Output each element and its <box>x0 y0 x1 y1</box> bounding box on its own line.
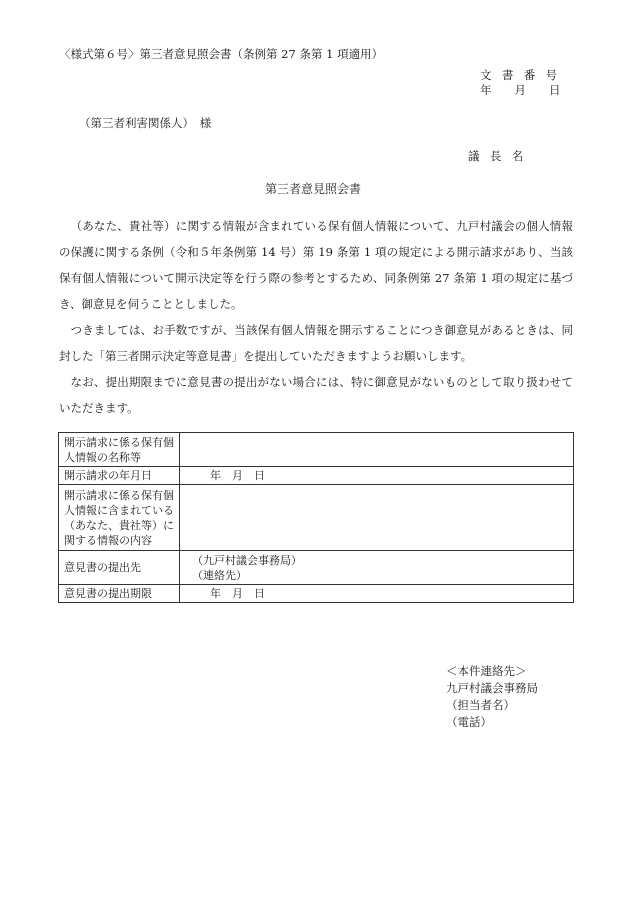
row-value-request-name[interactable] <box>180 433 574 467</box>
submit-office: （九戸村議会事務局） <box>192 553 302 567</box>
row-value-deadline[interactable]: 年 月 日 <box>180 585 574 603</box>
table-row <box>59 551 574 585</box>
row-label-info-content: 開示請求に係る保有個人情報に含まれている（あなた、貴社等）に関する情報の内容 <box>59 485 180 551</box>
row-label-request-date: 開示請求の年月日 <box>59 467 180 485</box>
contact-block <box>446 663 538 731</box>
table-row <box>59 485 574 551</box>
row-label-submit-to: 意見書の提出先 <box>59 551 180 585</box>
row-label-request-name: 開示請求に係る保有個人情報の名称等 <box>59 433 180 467</box>
body-paragraph-3: なお、提出期限までに意見書の提出がない場合には、特に御意見がないものとして取り扱わせていただきます。 <box>59 375 573 415</box>
document-number: 文書番号 <box>480 68 568 82</box>
row-value-submit-to[interactable] <box>180 551 574 585</box>
form-label: 〈様式第６号〉第三者意見照会書（条例第 27 条第 1 項適用） <box>59 47 384 61</box>
sender-name: 議長名 <box>468 149 534 163</box>
table-row <box>59 467 574 485</box>
row-value-info-content[interactable] <box>180 485 574 551</box>
body-text <box>59 213 573 421</box>
contact-person: （担当者名） <box>446 698 515 712</box>
contact-office: 九戸村議会事務局 <box>446 681 538 695</box>
submit-contact: （連絡先） <box>192 568 247 582</box>
contact-phone: （電話） <box>446 715 492 729</box>
contact-heading: ＜本件連絡先＞ <box>446 664 527 678</box>
info-table <box>58 432 574 603</box>
document-title: 第三者意見照会書 <box>265 182 362 196</box>
table-row <box>59 585 574 603</box>
row-value-request-date[interactable]: 年 月 日 <box>180 467 574 485</box>
document-date: 年 月 日 <box>480 83 561 97</box>
addressee: （第三者利害関係人） 様 <box>79 116 212 130</box>
row-label-deadline: 意見書の提出期限 <box>59 585 180 603</box>
body-paragraph-1: （あなた、貴社等）に関する情報が含まれている保有個人情報について、九戸村議会の個人情報の保護に関する条例（令和５年条例第 14 号）第 19 条第 1 項の規定による開示請求があり、当該保有個人情報について開示決定等を行う際の参考とするため、同条例第 27 条第 1 項の規定に基づき、御意見を伺うこととしました。 <box>59 219 573 311</box>
table-row <box>59 433 574 467</box>
body-paragraph-2: つきましては、お手数ですが、当該保有個人情報を開示することにつき御意見があるときは、同封した「第三者開示決定等意見書」を提出していただきますようお願いします。 <box>59 323 573 363</box>
